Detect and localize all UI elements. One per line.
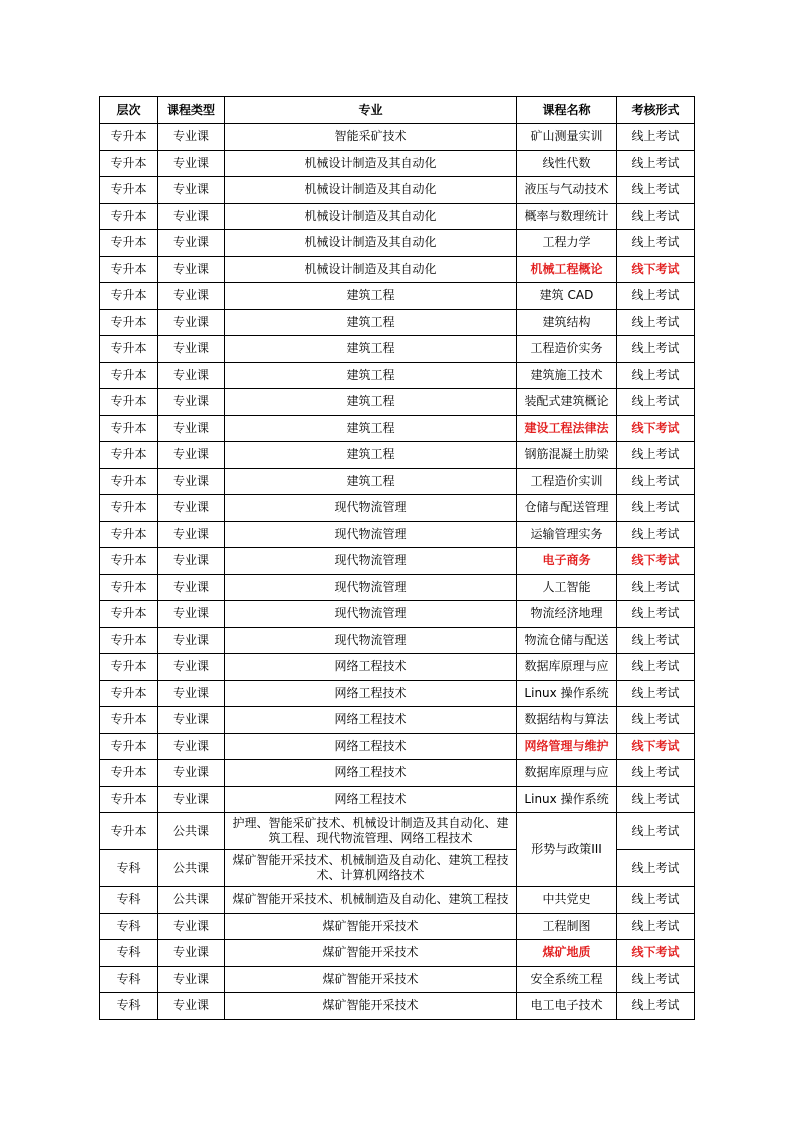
course-type-cell: 专业课	[158, 256, 225, 283]
course-name-cell: 液压与气动技术	[517, 177, 617, 204]
major-cell: 网络工程技术	[225, 707, 517, 734]
course-name-cell: 数据库原理与应	[517, 654, 617, 681]
course-type-cell: 专业课	[158, 309, 225, 336]
level-cell: 专升本	[100, 177, 158, 204]
level-cell: 专升本	[100, 150, 158, 177]
major-cell: 网络工程技术	[225, 733, 517, 760]
course-name-cell: 中共党史	[517, 887, 617, 914]
exam-form-cell: 线上考试	[617, 654, 695, 681]
course-type-cell: 专业课	[158, 150, 225, 177]
course-type-cell: 专业课	[158, 230, 225, 257]
course-name-cell: 运输管理实务	[517, 521, 617, 548]
major-cell: 机械设计制造及其自动化	[225, 177, 517, 204]
exam-form-cell: 线上考试	[617, 362, 695, 389]
course-type-cell: 专业课	[158, 574, 225, 601]
level-cell: 专升本	[100, 813, 158, 850]
exam-form-cell: 线上考试	[617, 230, 695, 257]
major-cell: 煤矿智能开采技术	[225, 940, 517, 967]
exam-form-cell: 线上考试	[617, 680, 695, 707]
course-name-cell: 建筑结构	[517, 309, 617, 336]
table-row	[100, 654, 695, 681]
table-row	[100, 389, 695, 416]
course-name-cell: 人工智能	[517, 574, 617, 601]
course-type-cell: 公共课	[158, 813, 225, 850]
major-cell: 煤矿智能开采技术	[225, 913, 517, 940]
major-cell: 现代物流管理	[225, 495, 517, 522]
course-type-cell: 专业课	[158, 707, 225, 734]
level-cell: 专升本	[100, 283, 158, 310]
table-row	[100, 733, 695, 760]
course-type-cell: 专业课	[158, 203, 225, 230]
major-cell: 建筑工程	[225, 309, 517, 336]
level-cell: 专升本	[100, 574, 158, 601]
exam-form-cell: 线上考试	[617, 627, 695, 654]
course-name-cell: 网络管理与维护	[517, 733, 617, 760]
major-cell: 建筑工程	[225, 362, 517, 389]
major-cell: 建筑工程	[225, 283, 517, 310]
exam-form-cell: 线上考试	[617, 309, 695, 336]
table-row	[100, 415, 695, 442]
level-cell: 专升本	[100, 760, 158, 787]
course-name-cell: 电工电子技术	[517, 993, 617, 1020]
exam-form-cell: 线上考试	[617, 966, 695, 993]
course-type-cell: 专业课	[158, 760, 225, 787]
course-type-cell: 专业课	[158, 627, 225, 654]
course-type-cell: 专业课	[158, 548, 225, 575]
course-name-cell: 建筑 CAD	[517, 283, 617, 310]
level-cell: 专升本	[100, 230, 158, 257]
course-type-cell: 专业课	[158, 495, 225, 522]
major-cell: 机械设计制造及其自动化	[225, 230, 517, 257]
table-row	[100, 786, 695, 813]
exam-schedule-table	[99, 96, 695, 1020]
level-cell: 专科	[100, 940, 158, 967]
level-cell: 专升本	[100, 733, 158, 760]
table-row	[100, 548, 695, 575]
table-row	[100, 707, 695, 734]
course-name-cell: 工程制图	[517, 913, 617, 940]
course-type-cell: 专业课	[158, 993, 225, 1020]
level-cell: 专升本	[100, 124, 158, 151]
course-type-cell: 专业课	[158, 913, 225, 940]
course-name-cell: 工程造价实务	[517, 336, 617, 363]
exam-form-cell: 线上考试	[617, 442, 695, 469]
level-cell: 专升本	[100, 601, 158, 628]
level-cell: 专升本	[100, 627, 158, 654]
exam-form-cell: 线上考试	[617, 283, 695, 310]
level-cell: 专升本	[100, 786, 158, 813]
table-row	[100, 887, 695, 914]
level-cell: 专科	[100, 887, 158, 914]
course-type-cell: 专业课	[158, 680, 225, 707]
exam-form-cell: 线上考试	[617, 913, 695, 940]
table-body	[100, 124, 695, 1020]
course-type-cell: 专业课	[158, 601, 225, 628]
level-cell: 专科	[100, 850, 158, 887]
major-cell: 网络工程技术	[225, 654, 517, 681]
level-cell: 专升本	[100, 415, 158, 442]
level-cell: 专科	[100, 993, 158, 1020]
course-name-cell: 数据结构与算法	[517, 707, 617, 734]
table-row	[100, 495, 695, 522]
table-row	[100, 813, 695, 850]
course-type-cell: 专业课	[158, 733, 225, 760]
exam-form-cell: 线上考试	[617, 124, 695, 151]
major-cell: 建筑工程	[225, 442, 517, 469]
course-name-cell: Linux 操作系统	[517, 680, 617, 707]
major-cell: 煤矿智能开采技术、机械制造及自动化、建筑工程技	[225, 887, 517, 914]
level-cell: 专升本	[100, 256, 158, 283]
major-cell: 煤矿智能开采技术、机械制造及自动化、建筑工程技术、计算机网络技术	[225, 850, 517, 887]
table-row	[100, 680, 695, 707]
exam-form-cell: 线上考试	[617, 601, 695, 628]
exam-form-cell: 线上考试	[617, 389, 695, 416]
table-row	[100, 442, 695, 469]
course-type-cell: 公共课	[158, 850, 225, 887]
course-type-cell: 专业课	[158, 124, 225, 151]
exam-form-cell: 线下考试	[617, 256, 695, 283]
major-cell: 机械设计制造及其自动化	[225, 256, 517, 283]
course-name-cell: 煤矿地质	[517, 940, 617, 967]
level-cell: 专升本	[100, 442, 158, 469]
exam-form-cell: 线上考试	[617, 574, 695, 601]
table-row	[100, 627, 695, 654]
level-cell: 专升本	[100, 389, 158, 416]
course-name-cell: 建筑施工技术	[517, 362, 617, 389]
course-type-cell: 专业课	[158, 940, 225, 967]
exam-form-cell: 线上考试	[617, 336, 695, 363]
course-name-cell: 物流经济地理	[517, 601, 617, 628]
table-row	[100, 177, 695, 204]
level-cell: 专升本	[100, 680, 158, 707]
exam-form-cell: 线上考试	[617, 203, 695, 230]
major-cell: 建筑工程	[225, 468, 517, 495]
level-cell: 专升本	[100, 309, 158, 336]
major-cell: 网络工程技术	[225, 786, 517, 813]
course-name-cell: 仓储与配送管理	[517, 495, 617, 522]
table-row	[100, 309, 695, 336]
major-cell: 护理、智能采矿技术、机械设计制造及其自动化、建筑工程、现代物流管理、网络工程技术	[225, 813, 517, 850]
table-row	[100, 760, 695, 787]
course-name-cell: 机械工程概论	[517, 256, 617, 283]
course-name-cell: 线性代数	[517, 150, 617, 177]
exam-form-cell: 线下考试	[617, 415, 695, 442]
exam-form-cell: 线上考试	[617, 887, 695, 914]
course-name-cell: 电子商务	[517, 548, 617, 575]
course-type-cell: 专业课	[158, 521, 225, 548]
course-name-cell: 物流仓储与配送	[517, 627, 617, 654]
header-row	[100, 97, 695, 124]
table-row	[100, 574, 695, 601]
course-name-cell: Linux 操作系统	[517, 786, 617, 813]
exam-form-cell: 线上考试	[617, 495, 695, 522]
level-cell: 专科	[100, 913, 158, 940]
course-type-cell: 专业课	[158, 362, 225, 389]
table-row	[100, 283, 695, 310]
exam-form-cell: 线上考试	[617, 177, 695, 204]
level-cell: 专升本	[100, 521, 158, 548]
table-row	[100, 966, 695, 993]
table-row	[100, 150, 695, 177]
table-row	[100, 230, 695, 257]
course-type-cell: 专业课	[158, 415, 225, 442]
course-name-cell: 概率与数理统计	[517, 203, 617, 230]
table-row	[100, 256, 695, 283]
level-cell: 专科	[100, 966, 158, 993]
header-major: 专业	[225, 97, 517, 124]
level-cell: 专升本	[100, 362, 158, 389]
header-course-type: 课程类型	[158, 97, 225, 124]
course-type-cell: 专业课	[158, 336, 225, 363]
table-row	[100, 913, 695, 940]
course-name-cell: 矿山测量实训	[517, 124, 617, 151]
exam-form-cell: 线上考试	[617, 150, 695, 177]
course-name-cell: 工程造价实训	[517, 468, 617, 495]
major-cell: 现代物流管理	[225, 627, 517, 654]
course-type-cell: 专业课	[158, 177, 225, 204]
major-cell: 建筑工程	[225, 336, 517, 363]
course-type-cell: 专业课	[158, 389, 225, 416]
header-course-name: 课程名称	[517, 97, 617, 124]
course-type-cell: 专业课	[158, 468, 225, 495]
major-cell: 煤矿智能开采技术	[225, 993, 517, 1020]
header-exam-form: 考核形式	[617, 97, 695, 124]
table-row	[100, 940, 695, 967]
course-name-cell: 安全系统工程	[517, 966, 617, 993]
exam-form-cell: 线下考试	[617, 548, 695, 575]
course-name-cell: 建设工程法律法	[517, 415, 617, 442]
course-name-cell: 钢筋混凝土肋梁	[517, 442, 617, 469]
level-cell: 专升本	[100, 495, 158, 522]
major-cell: 网络工程技术	[225, 760, 517, 787]
major-cell: 建筑工程	[225, 415, 517, 442]
table-row	[100, 521, 695, 548]
exam-form-cell: 线上考试	[617, 468, 695, 495]
exam-form-cell: 线上考试	[617, 813, 695, 850]
major-cell: 机械设计制造及其自动化	[225, 203, 517, 230]
major-cell: 煤矿智能开采技术	[225, 966, 517, 993]
major-cell: 现代物流管理	[225, 548, 517, 575]
level-cell: 专升本	[100, 654, 158, 681]
course-type-cell: 专业课	[158, 654, 225, 681]
course-type-cell: 专业课	[158, 283, 225, 310]
course-type-cell: 专业课	[158, 786, 225, 813]
exam-form-cell: 线下考试	[617, 940, 695, 967]
course-type-cell: 公共课	[158, 887, 225, 914]
exam-form-cell: 线下考试	[617, 733, 695, 760]
course-type-cell: 专业课	[158, 966, 225, 993]
exam-form-cell: 线上考试	[617, 521, 695, 548]
level-cell: 专升本	[100, 336, 158, 363]
major-cell: 现代物流管理	[225, 601, 517, 628]
table-row	[100, 362, 695, 389]
major-cell: 建筑工程	[225, 389, 517, 416]
course-name-cell: 工程力学	[517, 230, 617, 257]
major-cell: 现代物流管理	[225, 574, 517, 601]
course-name-cell: 形势与政策III	[517, 813, 617, 887]
exam-form-cell: 线上考试	[617, 707, 695, 734]
table-row	[100, 468, 695, 495]
level-cell: 专升本	[100, 548, 158, 575]
major-cell: 机械设计制造及其自动化	[225, 150, 517, 177]
level-cell: 专升本	[100, 707, 158, 734]
header-level: 层次	[100, 97, 158, 124]
table-row	[100, 203, 695, 230]
table-row	[100, 336, 695, 363]
level-cell: 专升本	[100, 203, 158, 230]
major-cell: 智能采矿技术	[225, 124, 517, 151]
exam-form-cell: 线上考试	[617, 760, 695, 787]
course-name-cell: 装配式建筑概论	[517, 389, 617, 416]
table-row	[100, 993, 695, 1020]
exam-form-cell: 线上考试	[617, 993, 695, 1020]
major-cell: 现代物流管理	[225, 521, 517, 548]
major-cell: 网络工程技术	[225, 680, 517, 707]
level-cell: 专升本	[100, 468, 158, 495]
course-type-cell: 专业课	[158, 442, 225, 469]
course-name-cell: 数据库原理与应	[517, 760, 617, 787]
table-row	[100, 124, 695, 151]
exam-form-cell: 线上考试	[617, 850, 695, 887]
exam-form-cell: 线上考试	[617, 786, 695, 813]
table-row	[100, 601, 695, 628]
